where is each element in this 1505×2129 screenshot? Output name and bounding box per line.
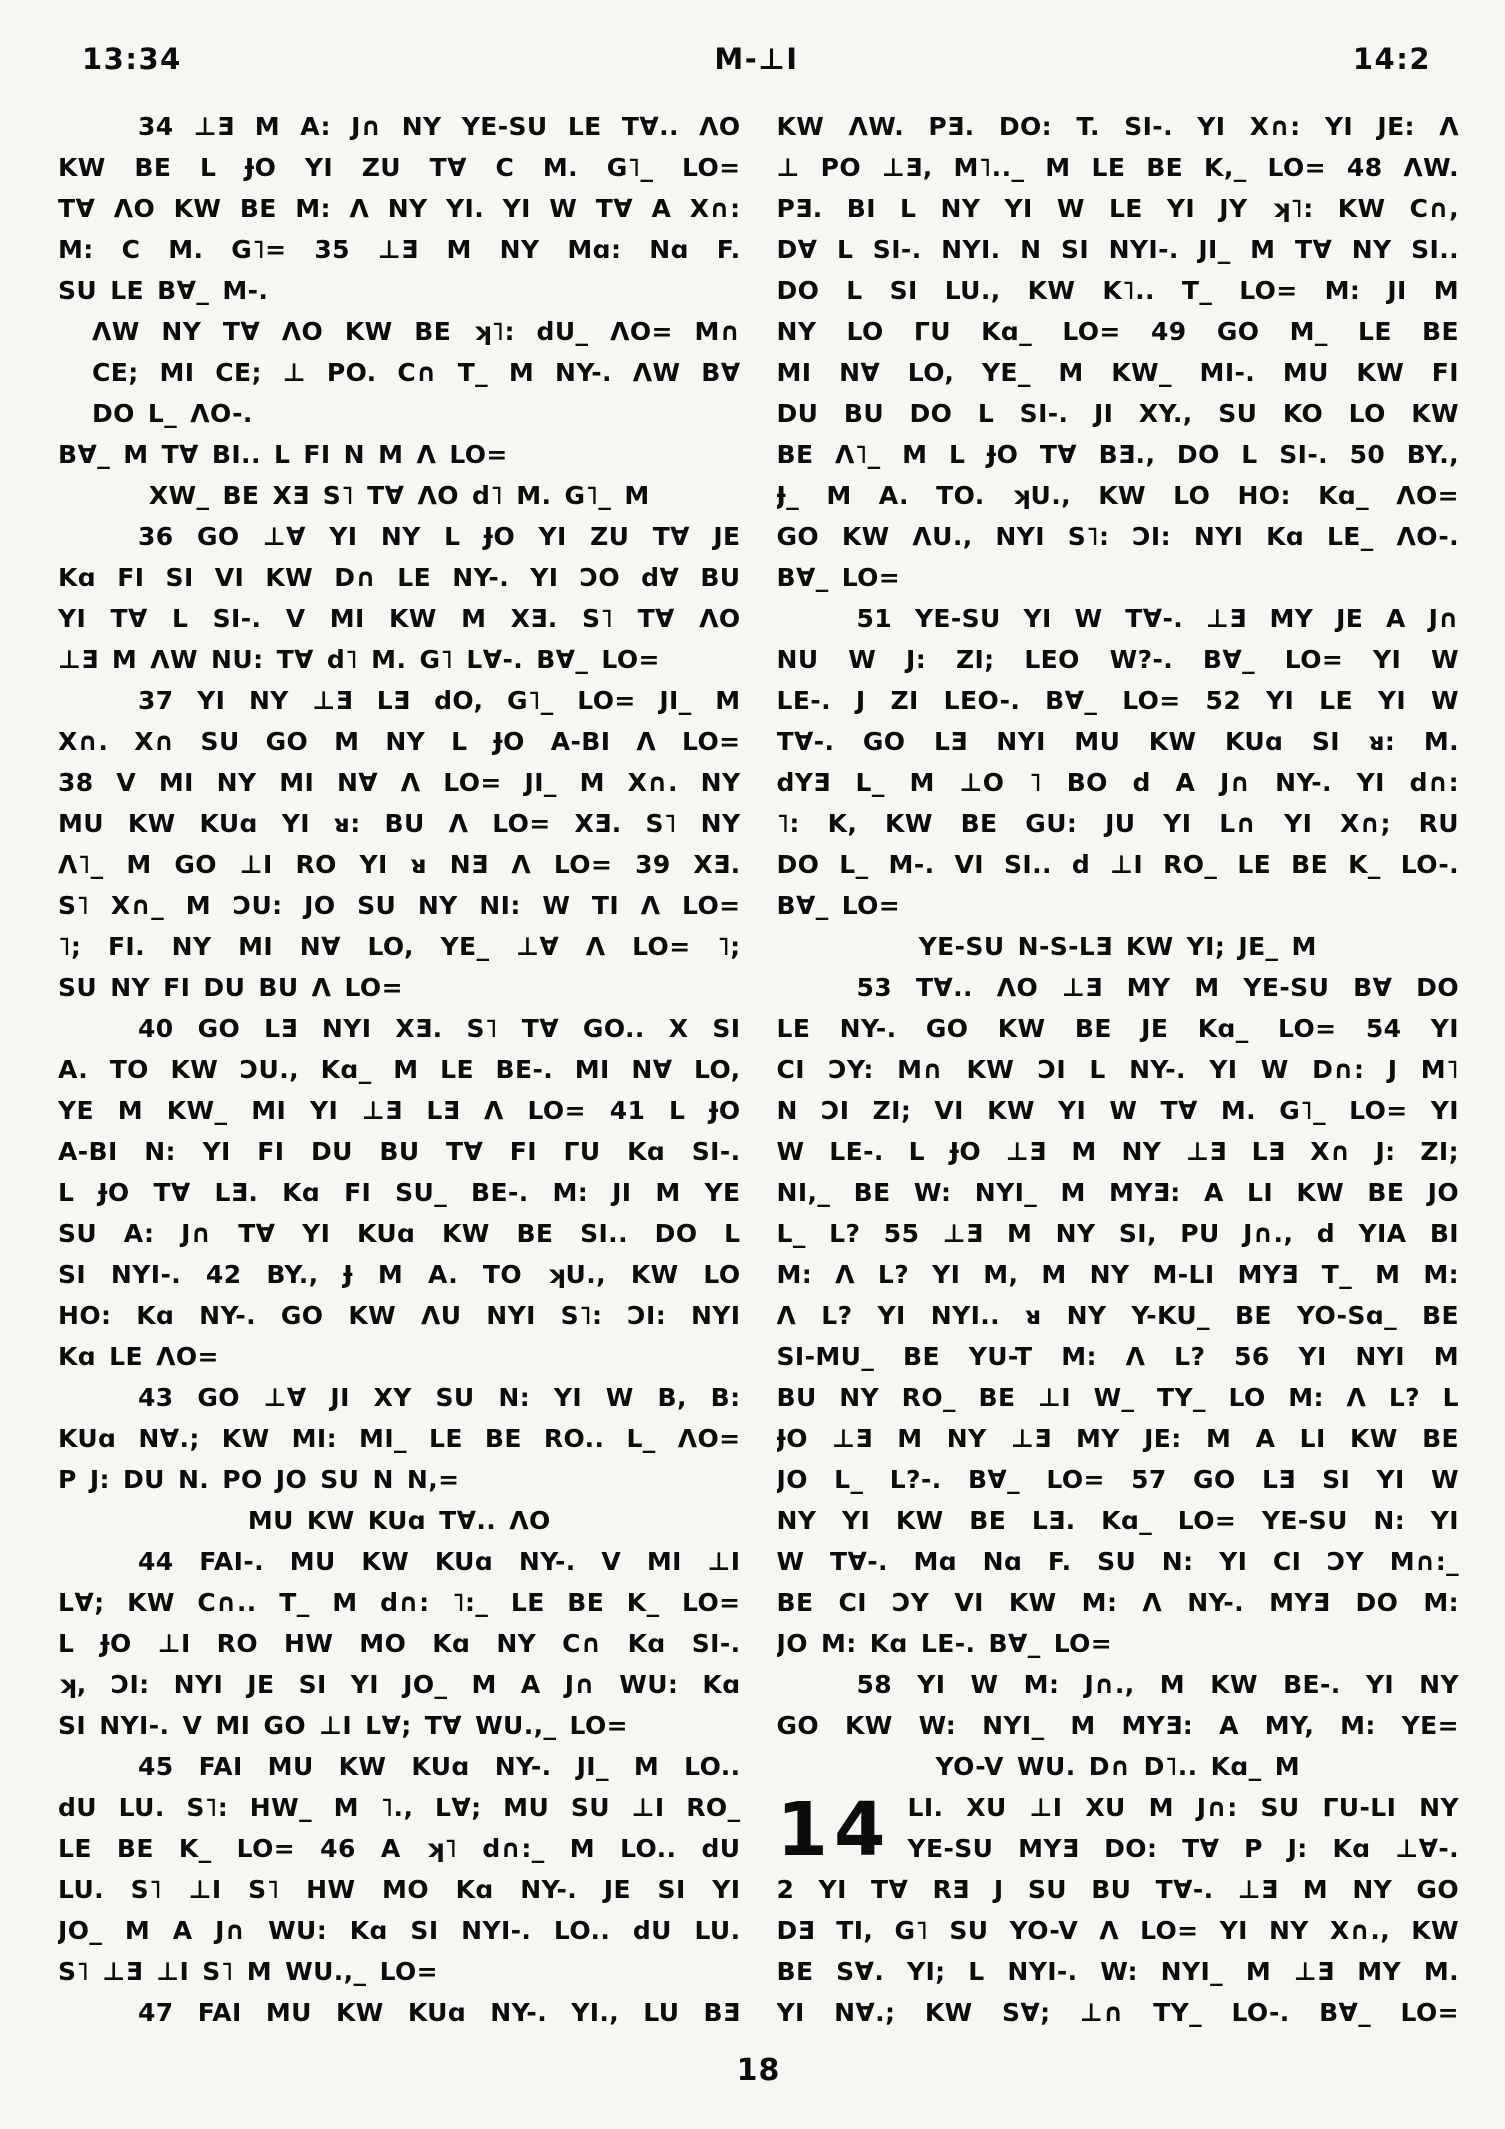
- text-line: NI,_ BE W: NYI_ M MYƎ: A LI KW BE JO: [776, 1178, 1459, 1207]
- text-line: DO L_ ΛO-.: [92, 399, 253, 428]
- verse-paragraph: [58, 434, 741, 475]
- text-line: SU A: J∩ T∀ YI KUɑ KW BE SI.. DO L: [58, 1219, 741, 1248]
- text-line: ɈO ⊥Ǝ M NY ⊥Ǝ MY JE: M A LI KW BE: [776, 1424, 1459, 1453]
- text-line: B∀_ LO=: [776, 891, 901, 920]
- text-line: A-BI N: YI FI DU BU T∀ FI ΓU Kɑ SI-.: [58, 1137, 741, 1166]
- text-line: 40 GO LƎ NYI XƎ. S˥ T∀ GO.. X SI: [138, 1014, 741, 1043]
- text-line: ⊥ PO ⊥Ǝ, M˥.._ M LE BE K,_ LO= 48 ΛW.: [776, 153, 1459, 182]
- heading-line: YE-SU N-S-LƎ KW YI; JE_ M: [918, 932, 1317, 961]
- chapter-paragraph: [777, 1787, 1460, 2033]
- text-line: T∀-. GO LƎ NYI MU KW KUɑ SI ᴚ: M.: [776, 727, 1459, 756]
- text-line: 38 V MI NY MI N∀ Λ LO= JI_ M X∩. NY: [58, 768, 741, 797]
- text-line: D∀ L SI-. NYI. N SI NYI-. JI_ M T∀ NY SI..: [776, 235, 1459, 264]
- text-line: SI NYI-. 42 BY., Ɉ M A. TO ʞU., KW LO: [58, 1260, 741, 1289]
- text-line: BE Λ˥_ M L ɈO T∀ BƎ., DO L SI-. 50 BY.,: [776, 440, 1459, 469]
- section-heading: [777, 926, 1460, 967]
- section-heading: [58, 1500, 741, 1541]
- text-line: JO_ M A J∩ WU: Kɑ SI NYI-. LO.. dU LU.: [58, 1916, 741, 1945]
- text-line: Kɑ FI SI VI KW D∩ LE NY-. YI ƆO d∀ BU: [58, 563, 741, 592]
- text-line: YI N∀.; KW S∀; ⊥∩ TY_ LO-. B∀_ LO=: [776, 1998, 1459, 2027]
- verse-paragraph: [777, 598, 1460, 926]
- text-line: BU NY RO_ BE ⊥I W_ TY_ LO M: Λ L? L: [776, 1383, 1459, 1412]
- left-column: [58, 106, 741, 2033]
- text-line: T∀ ΛO KW BE M: Λ NY YI. YI W T∀ A X∩:: [58, 194, 741, 223]
- text-line: 58 YI W M: J∩., M KW BE-. YI NY: [856, 1670, 1459, 1699]
- text-line: L ɈO T∀ LƎ. Kɑ FI SU_ BE-. M: JI M YE: [58, 1178, 741, 1207]
- text-line: Λ˥_ M GO ⊥I RO YI ᴚ NƎ Λ LO= 39 XƎ.: [58, 850, 741, 879]
- text-line: 36 GO ⊥∀ YI NY L ɈO YI ZU T∀ JE: [138, 522, 741, 551]
- page-number: 18: [736, 2053, 781, 2088]
- text-line: M: C M. G˥= 35 ⊥Ǝ M NY Mɑ: Nɑ F.: [58, 235, 741, 264]
- text-line: KUɑ N∀.; KW MI: MI_ LE BE RO.. L_ ΛO=: [58, 1424, 741, 1453]
- text-line: 2 YI T∀ RƎ J SU BU T∀-. ⊥Ǝ M NY GO: [776, 1875, 1459, 1904]
- section-heading: [777, 1746, 1460, 1787]
- text-line: MU KW KUɑ YI ᴚ: BU Λ LO= XƎ. S˥ NY: [58, 809, 741, 838]
- text-line: SU LE B∀_ M-.: [58, 276, 269, 305]
- header-verse-ref-left: 13:34: [82, 42, 182, 76]
- section-heading: [58, 475, 741, 516]
- text-line: YE M KW_ MI YI ⊥Ǝ LƎ Λ LO= 41 L ɈO: [58, 1096, 741, 1125]
- text-line: S˥ X∩_ M ƆU: JO SU NY NI: W TI Λ LO=: [58, 891, 741, 920]
- text-line: SI NYI-. V MI GO ⊥I L∀; T∀ WU.,_ LO=: [58, 1711, 628, 1740]
- text-line: MI N∀ LO, YE_ M KW_ MI-. MU KW FI: [776, 358, 1459, 387]
- heading-line: XW_ BE XƎ S˥ T∀ ΛO d˥ M. G˥_ M: [148, 481, 650, 510]
- text-line: N ƆI ZI; VI KW YI W T∀ M. G˥_ LO= YI: [776, 1096, 1459, 1125]
- verse-paragraph: [58, 1992, 741, 2033]
- verse-paragraph: [777, 967, 1460, 1664]
- verse-paragraph: [58, 1746, 741, 1992]
- text-line: L_ L? 55 ⊥Ǝ M NY SI, PU J∩., d YIA BI: [776, 1219, 1459, 1248]
- text-line: B∀_ M T∀ BI.. L FI N M Λ LO=: [58, 440, 508, 469]
- text-line: W LE-. L ɈO ⊥Ǝ M NY ⊥Ǝ LƎ X∩ J: ZI;: [776, 1137, 1459, 1166]
- text-line: LE-. J ZI LEO-. B∀_ LO= 52 YI LE YI W: [776, 686, 1459, 715]
- text-line: LE NY-. GO KW BE JE Kɑ_ LO= 54 YI: [776, 1014, 1459, 1043]
- text-line: GO KW ΛU., NYI S˥: ƆI: NYI Kɑ LE_ ΛO-.: [776, 522, 1459, 551]
- text-line: ⊥Ǝ M ΛW NU: T∀ d˥ M. G˥ L∀-. B∀_ LO=: [58, 645, 660, 674]
- text-line: KW BE L ɈO YI ZU T∀ C M. G˥_ LO=: [58, 153, 741, 182]
- text-line: JO L_ L?-. B∀_ LO= 57 GO LƎ SI YI W: [776, 1465, 1459, 1494]
- heading-line: YO-V WU. D∩ D˥.. Kɑ_ M: [935, 1752, 1300, 1781]
- text-line: Ɉ_ M A. TO. ʞU., KW LO HO: Kɑ_ ΛO=: [776, 481, 1459, 510]
- text-columns: [58, 106, 1459, 2033]
- text-line: CI ƆY: M∩ KW ƆI L NY-. YI W D∩: J M˥: [776, 1055, 1459, 1084]
- text-line: ˥: K, KW BE GU: JU YI L∩ YI X∩; RU: [776, 809, 1459, 838]
- verse-paragraph: [58, 1541, 741, 1746]
- text-line: SU NY FI DU BU Λ LO=: [58, 973, 403, 1002]
- text-line: P J: DU N. PO JO SU N N,=: [58, 1465, 460, 1494]
- text-line: 53 T∀.. ΛO ⊥Ǝ MY M YE-SU B∀ DO: [856, 973, 1459, 1002]
- text-line: YI T∀ L SI-. V MI KW M XƎ. S˥ T∀ ΛO: [58, 604, 741, 633]
- text-line: X∩. X∩ SU GO M NY L ɈO A-BI Λ LO=: [58, 727, 741, 756]
- text-line: NY LO ΓU Kɑ_ LO= 49 GO M_ LE BE: [776, 317, 1459, 346]
- text-line: ˥; FI. NY MI N∀ LO, YE_ ⊥∀ Λ LO= ˥;: [58, 932, 741, 961]
- verse-paragraph: [58, 311, 741, 434]
- text-line: DO L_ M-. VI SI.. d ⊥I RO_ LE BE K_ LO-.: [776, 850, 1459, 879]
- text-line: Kɑ LE ΛO=: [58, 1342, 219, 1371]
- verse-paragraph: [777, 1664, 1460, 1746]
- text-line: LU. S˥ ⊥I S˥ HW MO Kɑ NY-. JE SI YI: [58, 1875, 741, 1904]
- text-line: dU LU. S˥: HW_ M ˥., L∀; MU SU ⊥I RO_: [58, 1793, 741, 1822]
- text-line: W T∀-. Mɑ Nɑ F. SU N: YI CI ƆY M∩:_: [776, 1547, 1459, 1576]
- text-line: LE BE K_ LO= 46 A ʞ˥ d∩:_ M LO.. dU: [58, 1834, 741, 1863]
- text-line: 51 YE-SU YI W T∀-. ⊥Ǝ MY JE A J∩: [856, 604, 1459, 633]
- text-line: DO L SI LU., KW K˥.. T_ LO= M: JI M: [776, 276, 1459, 305]
- text-line: M: Λ L? YI M, M NY M-LI MYƎ T_ M M:: [776, 1260, 1459, 1289]
- text-line: 37 YI NY ⊥Ǝ LƎ dO, G˥_ LO= JI_ M: [138, 686, 741, 715]
- text-line: 45 FAI MU KW KUɑ NY-. JI_ M LO..: [138, 1752, 741, 1781]
- verse-paragraph: [58, 680, 741, 1008]
- text-line: 44 FAI-. MU KW KUɑ NY-. V MI ⊥I: [138, 1547, 741, 1576]
- verse-paragraph: [777, 106, 1460, 598]
- text-line: BE S∀. YI; L NYI-. W: NYI_ M ⊥Ǝ MY M.: [776, 1957, 1459, 1986]
- heading-line: MU KW KUɑ T∀.. ΛO: [247, 1506, 551, 1535]
- text-line: JO M: Kɑ LE-. B∀_ LO=: [776, 1629, 1113, 1658]
- text-line: 34 ⊥Ǝ M A: J∩ NY YE-SU LE T∀.. ΛO: [138, 112, 741, 141]
- text-line: SI-MU_ BE YU-T M: Λ L? 56 YI NYI M: [776, 1342, 1459, 1371]
- text-line: LI. XU ⊥I XU M J∩: SU ΓU-LI NY: [907, 1793, 1459, 1822]
- text-line: L ɈO ⊥I RO HW MO Kɑ NY C∩ Kɑ SI-.: [58, 1629, 741, 1658]
- text-line: Λ L? YI NYI.. ᴚ NY Y-KU_ BE YO-Sɑ_ BE: [776, 1301, 1459, 1330]
- verse-paragraph: [58, 516, 741, 680]
- header-book-title: M-⊥I: [714, 42, 799, 76]
- text-line: ʞ, ƆI: NYI JE SI YI JO_ M A J∩ WU: Kɑ: [58, 1670, 741, 1699]
- text-line: NU W J: ZI; LEO W?-. B∀_ LO= YI W: [776, 645, 1459, 674]
- text-line: ΛW NY T∀ ΛO KW BE ʞ˥: dU_ ΛO= M∩: [92, 317, 741, 346]
- text-line: S˥ ⊥Ǝ ⊥I S˥ M WU.,_ LO=: [58, 1957, 439, 1986]
- text-line: B∀_ LO=: [776, 563, 901, 592]
- verse-paragraph: [58, 1377, 741, 1500]
- right-column: [777, 106, 1460, 2033]
- text-line: dYƎ L_ M ⊥O ˥ BO d A J∩ NY-. YI d∩:: [776, 768, 1459, 797]
- text-line: NY YI KW BE LƎ. Kɑ_ LO= YE-SU N: YI: [776, 1506, 1459, 1535]
- text-line: PƎ. BI L NY YI W LE YI JY ʞ˥: KW C∩,: [776, 194, 1459, 223]
- verse-paragraph: [58, 1008, 741, 1377]
- text-line: KW ΛW. PƎ. DO: T. SI-. YI X∩: YI JE: Λ: [776, 112, 1459, 141]
- text-line: A. TO KW ƆU., Kɑ_ M LE BE-. MI N∀ LO,: [58, 1055, 741, 1084]
- text-line: DU BU DO L SI-. JI XY., SU KO LO KW: [776, 399, 1459, 428]
- text-line: HO: Kɑ NY-. GO KW ΛU NYI S˥: ƆI: NYI: [58, 1301, 741, 1330]
- text-line: YE-SU MYƎ DO: T∀ P J: Kɑ ⊥∀-.: [907, 1834, 1459, 1863]
- text-line: GO KW W: NYI_ M MYƎ: A MY, M: YE=: [776, 1711, 1459, 1740]
- text-line: 47 FAI MU KW KUɑ NY-. YI., LU BƎ: [138, 1998, 741, 2027]
- page-header: [58, 42, 1459, 76]
- text-line: 43 GO ⊥∀ JI XY SU N: YI W B, B:: [138, 1383, 741, 1412]
- verse-paragraph: [58, 106, 741, 311]
- text-line: L∀; KW C∩.. T_ M d∩: ˥:_ LE BE K_ LO=: [58, 1588, 741, 1617]
- chapter-number: 14: [776, 1787, 892, 1873]
- text-line: BE CI ƆY VI KW M: Λ NY-. MYƎ DO M:: [776, 1588, 1459, 1617]
- header-verse-ref-right: 14:2: [1352, 42, 1431, 76]
- text-line: DƎ TI, G˥ SU YO-V Λ LO= YI NY X∩., KW: [776, 1916, 1459, 1945]
- text-line: CE; MI CE; ⊥ PO. C∩ T_ M NY-. ΛW B∀: [92, 358, 741, 387]
